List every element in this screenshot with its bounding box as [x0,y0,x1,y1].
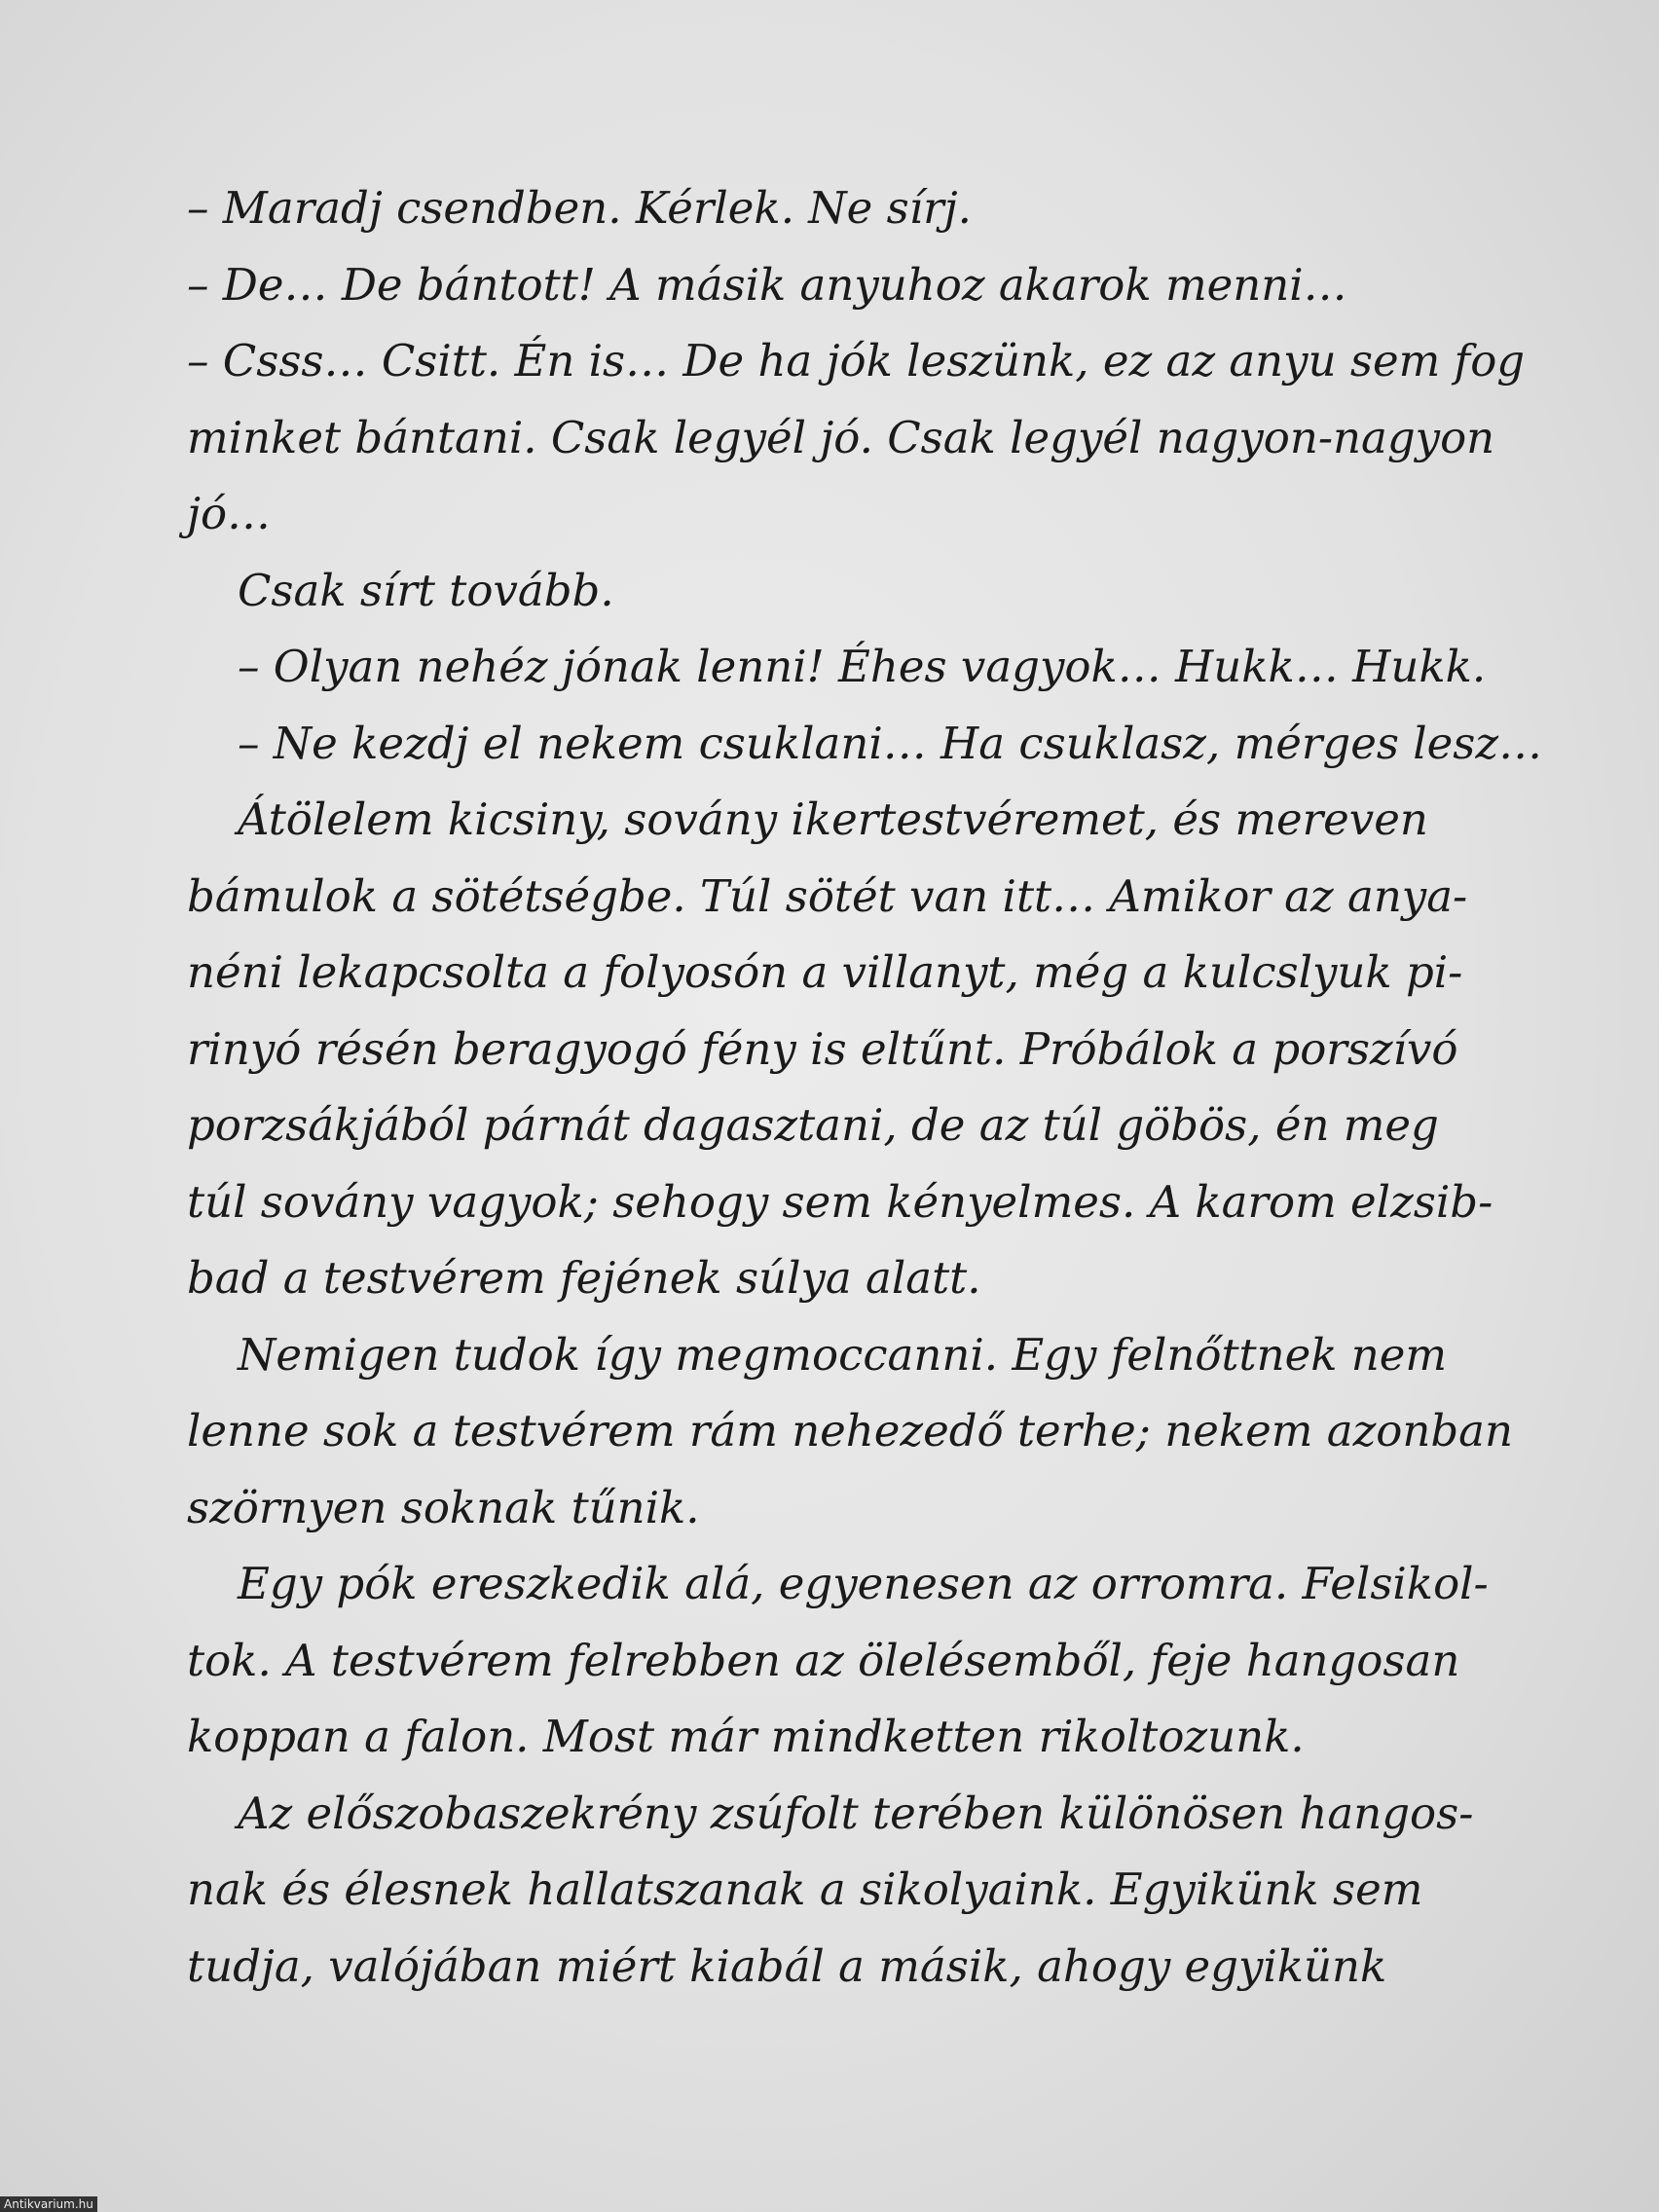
text-line: Csak sírt tovább. [238,564,614,616]
text-line: bad a testvérem fejének súlya alatt. [187,1252,981,1304]
text-line: bámulok a sötétségbe. Túl sötét van itt… Amikor az anya- [187,869,1468,922]
text-line: lenne sok a testvérem rám nehezedő terhe; nekem azonban [187,1405,1513,1456]
text-line: – Olyan nehéz jónak lenni! Éhes vagyok… Hukk… Hukk. [238,641,1487,692]
text-line: Az előszobaszekrény zsúfolt terében különösen hangos- [238,1787,1474,1839]
text-line: koppan a falon. Most már mindketten rikoltozunk. [187,1711,1305,1762]
text-line: – Maradj csendben. Kérlek. Ne sírj. [187,182,972,234]
text-line: Egy pók ereszkedik alá, egyenesen az orromra. Felsikol- [238,1558,1489,1609]
text-line: – Ne kezdj el nekem csuklani… Ha csuklasz, mérges lesz… [238,717,1543,769]
text-line: Nemigen tudok így megmoccanni. Egy felnőttnek nem [238,1328,1448,1381]
watermark: Antikvarium.hu [0,2196,97,2212]
text-line: minket bántani. Csak legyél jó. Csak legyél nagyon-nagyon [187,411,1495,463]
text-line: – De… De bántott! A másik anyuhoz akarok menni… [187,258,1347,311]
text-line: Átölelem kicsiny, sovány ikertestvéremet, és mereven [238,793,1428,845]
text-line: rinyó résén beragyogó fény is eltűnt. Próbálok a porszívó [187,1022,1458,1075]
text-line: – Csss… Csitt. Én is… De ha jók leszünk, ez az anyu sem fog [187,335,1526,387]
text-line: tudja, valójában miért kiabál a másik, ahogy egyikünk [187,1939,1387,1992]
text-line: túl sovány vagyok; sehogy sem kényelmes. A karom elzsib- [187,1175,1493,1228]
text-line: néni lekapcsolta a folyosón a villanyt, még a kulcslyuk pi- [187,946,1463,998]
text-line: nak és élesnek hallatszanak a sikolyaink. Egyikünk sem [187,1863,1423,1915]
text-line: szörnyen soknak tűnik. [187,1481,700,1533]
body-text [187,170,1543,2005]
text-line: tok. A testvérem felrebben az ölelésemből, feje hangosan [187,1634,1460,1686]
text-line: jó… [187,488,272,539]
text-line: porzsákjából párnát dagasztani, de az túl göbös, én meg [187,1099,1439,1151]
